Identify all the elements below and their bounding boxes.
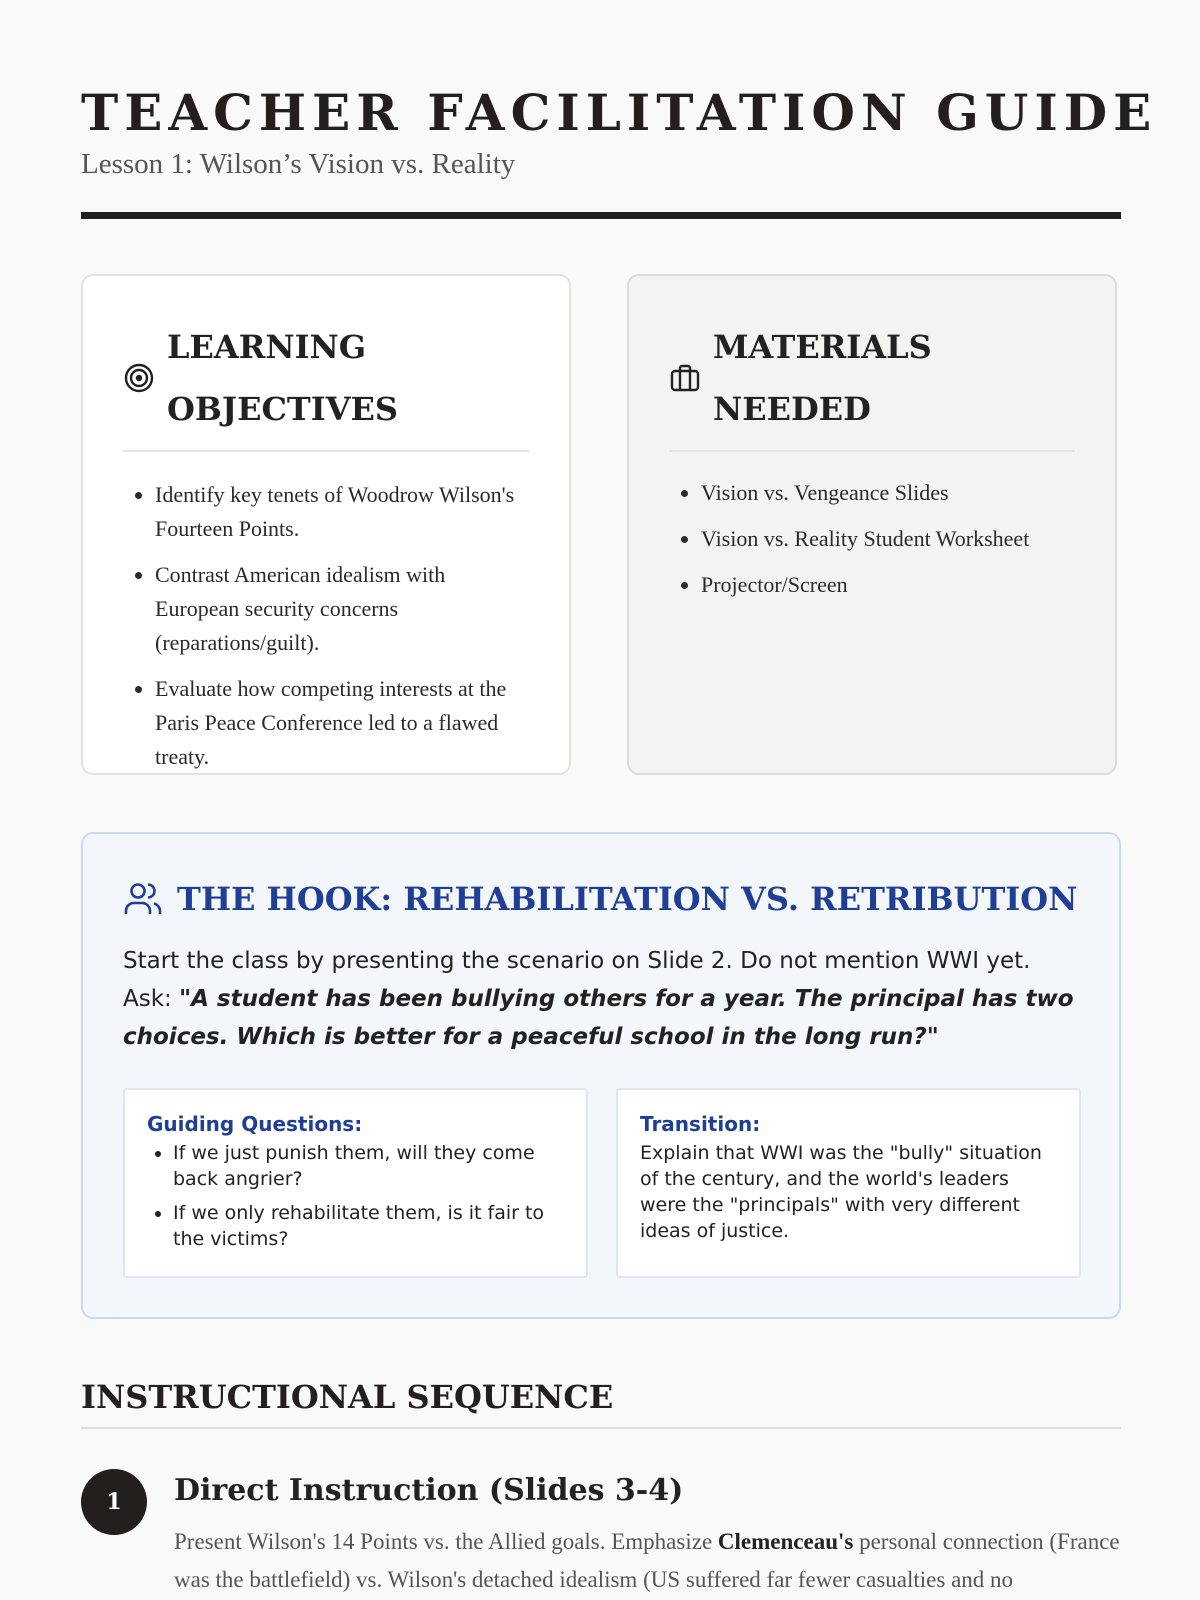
transition-heading: Transition: (640, 1112, 761, 1136)
hook-heading: THE HOOK: REHABILITATION VS. RETRIBUTION (177, 880, 1078, 918)
objective-item: • Contrast American idealism with European security concerns (reparations/guilt). (155, 558, 529, 660)
step-body-text: Present Wilson's 14 Points vs. the Allied goals. Emphasize (174, 1529, 718, 1554)
page-subtitle: Lesson 1: Wilson’s Vision vs. Reality (81, 148, 516, 180)
users-icon (123, 879, 163, 919)
overview-cards (81, 274, 1121, 779)
hook-section (81, 832, 1121, 1319)
guiding-question-item: • If we only rehabilitate them, is it fair to the victims? (173, 1200, 564, 1252)
guide-page (81, 0, 1158, 1592)
material-item: • Vision vs. Vengeance Slides (701, 476, 1075, 510)
transition-box (616, 1088, 1081, 1278)
guiding-questions-list (147, 1140, 564, 1252)
materials-needed-card (627, 274, 1117, 775)
title-divider (81, 212, 1121, 219)
hook-header (123, 874, 1079, 924)
material-item: • Vision vs. Reality Student Worksheet (701, 522, 1075, 556)
objectives-header (123, 316, 529, 452)
guiding-question-item: • If we just punish them, will they come back angrier? (173, 1140, 564, 1192)
objective-item: • Evaluate how competing interests at the Paris Peace Conference led to a flawed treaty. (155, 672, 529, 774)
materials-header (669, 316, 1075, 452)
hook-detail-boxes (123, 1088, 1081, 1278)
hook-quote: "A student has been bullying others for a year. The principal has two choices. Which is better for a peaceful school in the long run?" (123, 986, 1074, 1050)
materials-list (669, 476, 1075, 602)
briefcase-icon (669, 362, 701, 394)
step-number-badge: 1 (81, 1469, 147, 1535)
hook-prompt (123, 942, 1079, 1056)
step-body-emphasis: Clemenceau's (717, 1529, 854, 1554)
objective-item: • Identify key tenets of Woodrow Wilson's Fourteen Points. (155, 478, 529, 546)
step-body (174, 1523, 1121, 1599)
objectives-heading: LEARNING OBJECTIVES (167, 328, 399, 428)
transition-text: Explain that WWI was the "bully" situation of the century, and the world's leaders were the "principals" with very different ideas of justice. (640, 1142, 1042, 1242)
guiding-questions-heading: Guiding Questions: (147, 1112, 363, 1136)
step-body-text: personal connection (France was the battlefield) vs. Wilson's detached idealism (US suffered far fewer casualties and no (174, 1529, 1120, 1592)
step-title: Direct Instruction (Slides 3-4) (174, 1473, 684, 1508)
materials-heading: MATERIALS NEEDED (713, 328, 932, 428)
objectives-list (123, 478, 529, 774)
hook-intro: Start the class by presenting the scenario on Slide 2. Do not mention WWI yet. Ask: (123, 948, 1031, 1012)
sequence-heading: INSTRUCTIONAL SEQUENCE (81, 1375, 1121, 1429)
target-icon (123, 362, 155, 394)
page-title: TEACHER FACILITATION GUIDE (81, 83, 1158, 142)
sequence-step (81, 1469, 1121, 1599)
instructional-sequence (81, 1375, 1121, 1599)
learning-objectives-card (81, 274, 571, 775)
guiding-questions-box (123, 1088, 588, 1278)
material-item: • Projector/Screen (701, 568, 1075, 602)
